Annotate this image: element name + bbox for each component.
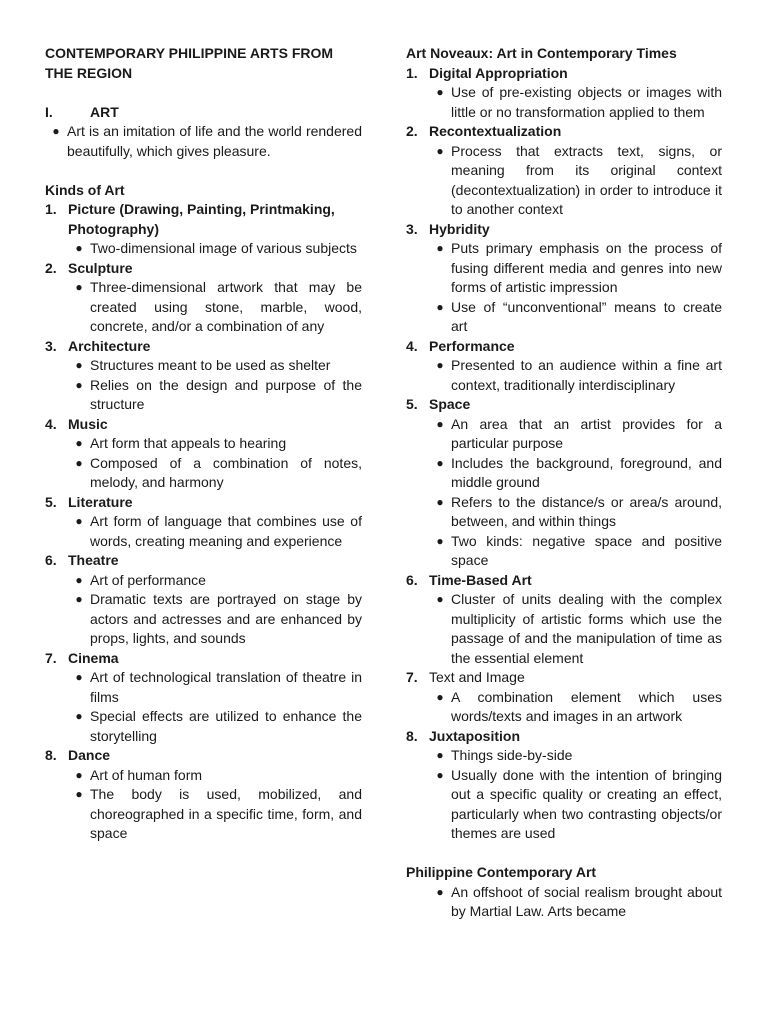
bullet-text: Use of pre-existing objects or images with little or no transformation applied to them <box>451 84 722 120</box>
item-number: 7. <box>406 669 418 685</box>
bullet-text: Art of human form <box>90 766 203 783</box>
item-title: Juxtaposition <box>429 727 521 744</box>
list-item <box>45 259 362 279</box>
item-number: 6. <box>406 571 418 588</box>
item-title: Time-Based Art <box>429 571 532 588</box>
bullet-item <box>68 434 362 454</box>
item-title: Theatre <box>68 552 119 568</box>
list-item <box>45 493 362 513</box>
bullet-dot-icon: ● <box>75 514 83 528</box>
bullet-dot-icon: ● <box>436 241 444 255</box>
bullet-dot-icon: ● <box>436 299 444 314</box>
item-title: Sculpture <box>68 259 133 276</box>
item-title: Picture (Drawing, Painting, Printmaking, Photography) <box>68 201 335 237</box>
bullet-item <box>429 590 722 668</box>
item-number: 8. <box>406 727 418 744</box>
bullet-text: Cluster of units dealing with the complex multiplicity of artistic forms which use the passage of and the manipulation of time as the essential element <box>451 591 722 666</box>
bullet-text: Three-dimensional artwork that may be created using stone, marble, wood, concrete, and/or a combination of any <box>90 279 362 334</box>
bullet-dot-icon: ● <box>75 455 83 470</box>
list-item <box>45 337 362 357</box>
bullet-item <box>68 571 362 591</box>
bullet-text: Puts primary emphasis on the process of fusing different media and genres into new forms of artistic impression <box>451 240 722 295</box>
item-title: Text and Image <box>429 669 525 685</box>
bullet-item <box>68 766 362 786</box>
bullet-dot-icon: ● <box>75 241 83 255</box>
item-number: 5. <box>406 396 418 412</box>
bullet-item <box>429 356 722 395</box>
bullet-text: Art of performance <box>90 571 206 588</box>
item-title: Cinema <box>68 649 119 666</box>
bullet-dot-icon: ● <box>436 143 444 158</box>
bullet-item <box>429 883 722 922</box>
bullet-dot-icon: ● <box>436 358 444 372</box>
item-title: Space <box>429 396 471 412</box>
item-number: 8. <box>45 747 57 763</box>
item-number: 7. <box>45 649 57 666</box>
bullet-item <box>429 746 722 766</box>
item-number: 6. <box>45 552 57 568</box>
bullet-dot-icon: ● <box>75 572 83 587</box>
item-title: Literature <box>68 493 133 510</box>
bullet-dot-icon: ● <box>436 748 444 762</box>
list-item <box>45 746 362 766</box>
bullet-dot-icon: ● <box>75 358 83 372</box>
bullet-item <box>68 278 362 337</box>
bullet-dot-icon: ● <box>75 709 83 723</box>
bullet-dot-icon: ● <box>75 280 83 294</box>
list-item <box>45 551 362 571</box>
item-title: Recontextualization <box>429 123 562 139</box>
bullet-item <box>429 766 722 844</box>
bullet-dot-icon: ● <box>52 124 60 138</box>
kinds-heading: Kinds of Art <box>45 181 125 198</box>
item-title: Hybridity <box>429 220 490 237</box>
bullet-dot-icon: ● <box>75 670 83 684</box>
item-number: 2. <box>45 259 57 276</box>
bullet-item <box>68 239 362 259</box>
bullet-item <box>68 590 362 649</box>
right-title: Art Noveaux: Art in Contemporary Times <box>406 45 677 61</box>
item-number: 5. <box>45 493 57 510</box>
kinds-list <box>45 200 362 844</box>
bullet-item <box>429 532 722 571</box>
bullet-item <box>68 512 362 551</box>
document-title: CONTEMPORARY PHILIPPINE ARTS FROM THE REGION <box>45 45 334 81</box>
section-number: I. <box>45 103 53 120</box>
bullet-text: Dramatic texts are portrayed on stage by actors and actresses and are enhanced by props, lights, and sounds <box>90 591 362 646</box>
list-item <box>45 415 362 435</box>
bullet-item <box>429 688 722 727</box>
bullet-item <box>429 454 722 493</box>
bullet-item <box>68 454 362 493</box>
bullet-dot-icon: ● <box>436 767 444 782</box>
bullet-dot-icon: ● <box>75 436 83 450</box>
list-item <box>406 337 722 357</box>
bullet-dot-icon: ● <box>436 416 444 431</box>
list-item <box>406 395 722 415</box>
bullet-item <box>429 83 722 122</box>
item-title: Dance <box>68 747 111 763</box>
bullet-text: Usually done with the intention of bringing out a specific quality or creating an effect, particularly when two contrasting objects/or themes are used <box>451 766 722 841</box>
bullet-text: Structures meant to be used as shelter <box>90 357 331 373</box>
bullet-dot-icon: ● <box>436 455 444 470</box>
section-heading-art <box>45 103 362 123</box>
bullet-text: Two kinds: negative space and positive space <box>451 532 722 568</box>
art-noveaux-list <box>406 64 722 844</box>
bullet-text: Two-dimensional image of various subjects <box>90 240 357 256</box>
list-item <box>45 649 362 669</box>
bullet-text: Art of technological translation of theatre in films <box>90 669 362 705</box>
philippine-heading: Philippine Contemporary Art <box>406 864 597 880</box>
bullet-text: Presented to an audience within a fine art context, traditionally interdisciplinary <box>451 357 722 393</box>
bullet-text: Special effects are utilized to enhance the storytelling <box>90 708 362 744</box>
bullet-text: An area that an artist provides for a particular purpose <box>451 415 722 451</box>
item-number: 4. <box>45 415 57 432</box>
list-item <box>406 571 722 591</box>
bullet-dot-icon: ● <box>75 787 83 801</box>
bullet-item <box>68 707 362 746</box>
bullet-text: Art form of language that combines use of words, creating meaning and experience <box>90 513 362 549</box>
bullet-dot-icon: ● <box>75 592 83 606</box>
bullet-dot-icon: ● <box>436 689 444 704</box>
section-title: ART <box>90 103 119 120</box>
item-number: 2. <box>406 123 418 139</box>
bullet-item <box>68 376 362 415</box>
item-title: Music <box>68 415 108 432</box>
item-title: Performance <box>429 337 515 354</box>
bullet-item <box>429 298 722 337</box>
bullet-dot-icon: ● <box>436 533 444 548</box>
bullet-item <box>68 668 362 707</box>
item-title: Architecture <box>68 337 151 354</box>
philippine-bullets <box>406 883 722 922</box>
bullet-item <box>429 239 722 298</box>
list-item <box>406 64 722 84</box>
intro-bullet: ● Art is an imitation of life and the world rendered beautifully, which gives pleasure. <box>45 122 362 161</box>
item-title: Digital Appropriation <box>429 64 568 81</box>
bullet-item <box>68 356 362 376</box>
bullet-item <box>429 493 722 532</box>
bullet-dot-icon: ● <box>436 592 444 606</box>
bullet-text: Use of “unconventional” means to create art <box>451 298 722 334</box>
bullet-text: Refers to the distance/s or area/s around, between, and within things <box>451 493 722 529</box>
bullet-text: Art form that appeals to hearing <box>90 435 287 451</box>
item-number: 3. <box>406 220 418 237</box>
bullet-text: The body is used, mobilized, and choreographed in a specific time, form, and space <box>90 786 362 841</box>
bullet-text: Things side-by-side <box>451 747 573 763</box>
bullet-item <box>429 142 722 220</box>
left-column <box>45 44 362 844</box>
item-number: 3. <box>45 337 57 354</box>
bullet-dot-icon: ● <box>436 494 444 509</box>
list-item <box>406 727 722 747</box>
bullet-text: Includes the background, foreground, and middle ground <box>451 454 722 490</box>
list-item <box>406 668 722 688</box>
bullet-text: Composed of a combination of notes, melody, and harmony <box>90 454 362 490</box>
bullet-item <box>429 415 722 454</box>
bullet-dot-icon: ● <box>436 85 444 99</box>
right-column <box>406 44 722 922</box>
item-number: 1. <box>406 64 418 81</box>
bullet-text: An offshoot of social realism brought about by Martial Law. Arts became <box>451 883 722 919</box>
bullet-dot-icon: ● <box>75 377 83 392</box>
bullet-text: Process that extracts text, signs, or meaning from its original context (decontextualization) in order to introduce it to another context <box>451 142 722 217</box>
bullet-text: Relies on the design and purpose of the structure <box>90 376 362 412</box>
list-item <box>406 220 722 240</box>
bullet-dot-icon: ● <box>75 767 83 782</box>
bullet-text: A combination element which uses words/texts and images in an artwork <box>451 688 722 724</box>
bullet-dot-icon: ● <box>436 884 444 899</box>
list-item <box>406 122 722 142</box>
item-number: 4. <box>406 337 418 354</box>
item-number: 1. <box>45 201 57 217</box>
bullet-item <box>68 785 362 844</box>
list-item <box>45 200 362 239</box>
